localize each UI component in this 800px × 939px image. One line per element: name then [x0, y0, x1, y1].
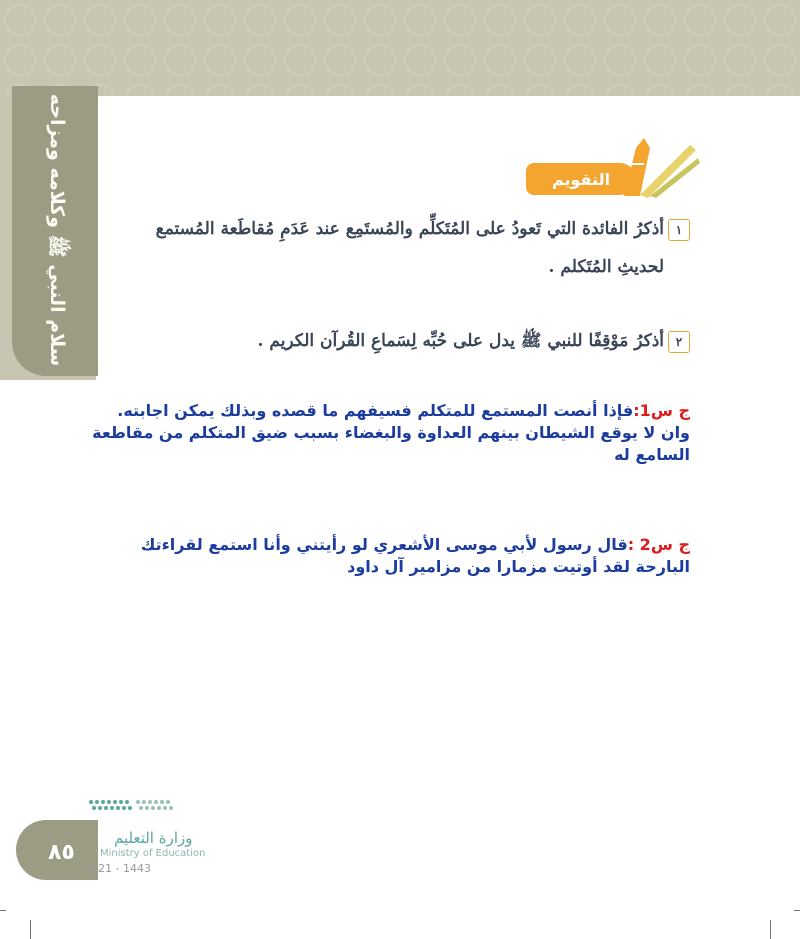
crop-mark: [30, 920, 31, 939]
answer-2: [50, 534, 690, 578]
page-number: ٨٥: [48, 840, 75, 865]
question-2: [90, 322, 690, 360]
chapter-title: سلام النبي ﷺ وكلامه ومزاحه: [46, 93, 68, 367]
question-text: لحديثِ المُتَكلم .: [548, 257, 664, 277]
header-pattern: [0, 0, 800, 96]
answer-line: البارحة لقد أوتيت مزمارا من مزامير آل داود: [347, 557, 690, 576]
ministry-name-arabic: وزارة التعليم: [114, 829, 193, 847]
answer-line: قال رسول لأبي موسى الأشعري لو رأيتني وأنا استمع لقراءتك: [140, 535, 628, 554]
question-number: ١: [668, 219, 690, 241]
crop-mark: [770, 920, 771, 939]
answer-label: ج س1:: [633, 401, 690, 420]
ministry-name-english: Ministry of Education: [100, 848, 206, 859]
answer-line: وان لا يوقع الشيطان بينهم العداوة والبغضاء بسبب ضيق المتكلم من مقاطعة: [92, 423, 690, 442]
ministry-year: 2021 - 1443: [84, 862, 151, 875]
crop-mark: [0, 910, 6, 911]
evaluation-label: التقويم: [526, 163, 636, 195]
answer-line: السامع له: [614, 445, 690, 464]
question-text: أذكرُ مَوْقِفًا للنبي ﷺ يدل على حُبِّه لِسَماعِ القُرآن الكريم .: [257, 331, 664, 351]
answer-label: ج س2 :: [627, 535, 690, 554]
question-1: [90, 210, 690, 286]
answer-1: [50, 400, 690, 466]
ministry-logo-icon: [86, 796, 176, 818]
header-band: [0, 0, 800, 96]
crop-mark: [794, 910, 800, 911]
question-text: أذكرُ الفائدة التي تَعودُ على المُتَكلِّم والمُستَمِع عند عَدَمِ مُقاطَعة المُستمع: [155, 219, 664, 239]
question-number: ٢: [668, 331, 690, 353]
answer-line: فإذا أنصت المستمع للمتكلم فسيفهم ما قصده وبذلك يمكن اجابته.: [117, 401, 634, 420]
